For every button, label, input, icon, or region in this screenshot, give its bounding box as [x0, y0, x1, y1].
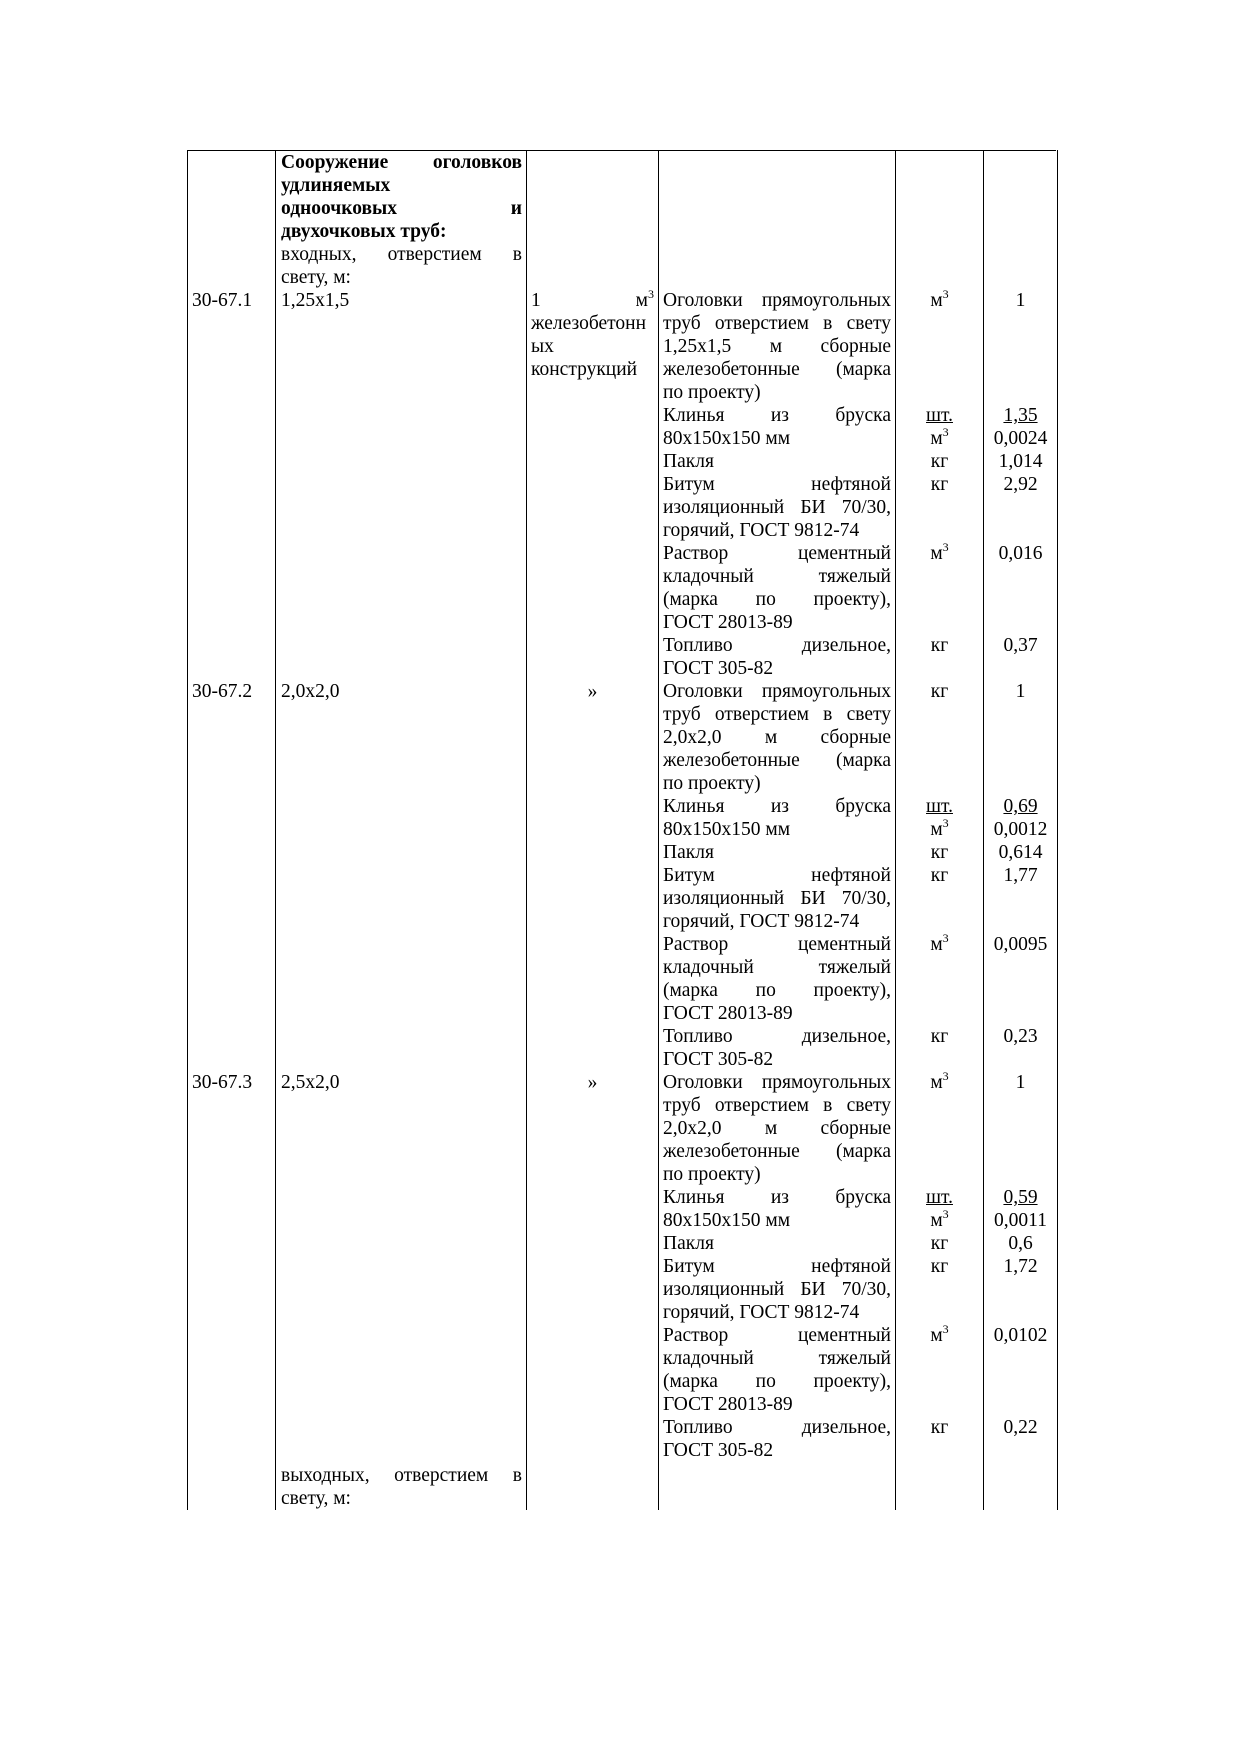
- resource-name: Пакля: [663, 842, 714, 863]
- resource-name: Топливо дизельное, ГОСТ 305-82: [663, 1026, 891, 1070]
- row-code: 30-67.3: [192, 1072, 253, 1093]
- resource-value-secondary: 0,0024: [993, 428, 1048, 449]
- row-measure-unit: 1 $м^3$ железобетонн ых конструкций: [531, 287, 654, 380]
- outlet-heading: выходных, отверстием в свету, м:: [281, 1465, 522, 1509]
- resource-value: 0,0095: [993, 934, 1048, 955]
- resource-unit-secondary: $м^3$: [930, 425, 949, 449]
- resource-value: 0,0102: [993, 1325, 1048, 1346]
- resource-name: Пакля: [663, 451, 714, 472]
- resource-value: 0,22: [1003, 1417, 1038, 1438]
- resource-value: 0,37: [1003, 635, 1038, 656]
- resource-unit: кг: [930, 842, 949, 863]
- resource-unit: шт.: [926, 1187, 953, 1208]
- resource-unit: кг: [930, 635, 949, 656]
- resource-unit: кг: [930, 1233, 949, 1254]
- resource-unit: кг: [930, 1417, 949, 1438]
- resource-value: 2,92: [1003, 474, 1038, 495]
- col-border-1: [275, 150, 276, 1510]
- resource-name: Клинья из бруска 80х150х150 мм: [663, 1187, 891, 1231]
- section-title: Сооружение оголовков удлиняемых одноочковых и двухочковых труб:: [281, 152, 522, 242]
- inlet-heading: входных, отверстием в свету, м:: [281, 244, 522, 288]
- resource-value: 1: [1015, 1072, 1026, 1093]
- resource-name: Битум нефтяной изоляционный БИ 70/30, горячий, ГОСТ 9812-74: [663, 865, 891, 932]
- resource-value: 0,59: [1003, 1187, 1038, 1208]
- resource-value: 0,016: [998, 543, 1043, 564]
- resource-value: 1,77: [1003, 865, 1038, 886]
- resource-value: 0,614: [998, 842, 1043, 863]
- resource-unit: шт.: [926, 405, 953, 426]
- resource-name: Раствор цементный кладочный тяжелый (марка по проекту), ГОСТ 28013-89: [663, 1325, 891, 1415]
- resource-value: 1: [1015, 681, 1026, 702]
- resource-name: Раствор цементный кладочный тяжелый (марка по проекту), ГОСТ 28013-89: [663, 543, 891, 633]
- resource-name: Клинья из бруска 80х150х150 мм: [663, 405, 891, 449]
- resource-name: Клинья из бруска 80х150х150 мм: [663, 796, 891, 840]
- resource-unit: кг: [930, 681, 949, 702]
- resource-value: 1,35: [1003, 405, 1038, 426]
- resource-value: 1,014: [998, 451, 1043, 472]
- resource-unit: $м^3$: [930, 1322, 949, 1346]
- row-size: 2,0х2,0: [281, 681, 340, 702]
- resource-unit: кг: [930, 1026, 949, 1047]
- resource-value: 1,72: [1003, 1256, 1038, 1277]
- resource-unit: $м^3$: [930, 287, 949, 311]
- col-border-3: [658, 150, 659, 1510]
- resource-name: Топливо дизельное, ГОСТ 305-82: [663, 635, 891, 679]
- row-code: 30-67.1: [192, 290, 253, 311]
- resource-value: 0,6: [1008, 1233, 1033, 1254]
- resource-value: 0,23: [1003, 1026, 1038, 1047]
- col-border-left: [187, 150, 188, 1510]
- resource-name: Топливо дизельное, ГОСТ 305-82: [663, 1417, 891, 1461]
- resource-value: 0,69: [1003, 796, 1038, 817]
- resource-name: Раствор цементный кладочный тяжелый (марка по проекту), ГОСТ 28013-89: [663, 934, 891, 1024]
- col-border-right: [1057, 150, 1058, 1510]
- resource-name: Оголовки прямоугольных труб отверстием в свету 1,25х1,5 м сборные железобетонные (марка по проекту): [663, 290, 891, 403]
- resource-value-secondary: 0,0012: [993, 819, 1048, 840]
- resource-name: Оголовки прямоугольных труб отверстием в свету 2,0х2,0 м сборные железобетонные (марка по проекту): [663, 1072, 891, 1185]
- resource-unit: шт.: [926, 796, 953, 817]
- row-measure-unit-ditto: »: [587, 1072, 598, 1093]
- resource-name: Пакля: [663, 1233, 714, 1254]
- resource-unit: кг: [930, 1256, 949, 1277]
- resource-unit-secondary: $м^3$: [930, 816, 949, 840]
- resource-unit: $м^3$: [930, 540, 949, 564]
- resource-unit-secondary: $м^3$: [930, 1207, 949, 1231]
- resource-unit: кг: [930, 474, 949, 495]
- col-border-2: [526, 150, 527, 1510]
- resource-unit: $м^3$: [930, 1069, 949, 1093]
- resource-value-secondary: 0,0011: [994, 1210, 1047, 1231]
- resource-unit: кг: [930, 865, 949, 886]
- resource-name: Битум нефтяной изоляционный БИ 70/30, горячий, ГОСТ 9812-74: [663, 1256, 891, 1323]
- row-code: 30-67.2: [192, 681, 253, 702]
- resource-unit: кг: [930, 451, 949, 472]
- row-size: 1,25х1,5: [281, 290, 350, 311]
- row-measure-unit-ditto: »: [587, 681, 598, 702]
- row-size: 2,5х2,0: [281, 1072, 340, 1093]
- resource-name: Битум нефтяной изоляционный БИ 70/30, горячий, ГОСТ 9812-74: [663, 474, 891, 541]
- resource-value: 1: [1015, 290, 1026, 311]
- resource-unit: $м^3$: [930, 931, 949, 955]
- resource-name: Оголовки прямоугольных труб отверстием в свету 2,0х2,0 м сборные железобетонные (марка по проекту): [663, 681, 891, 794]
